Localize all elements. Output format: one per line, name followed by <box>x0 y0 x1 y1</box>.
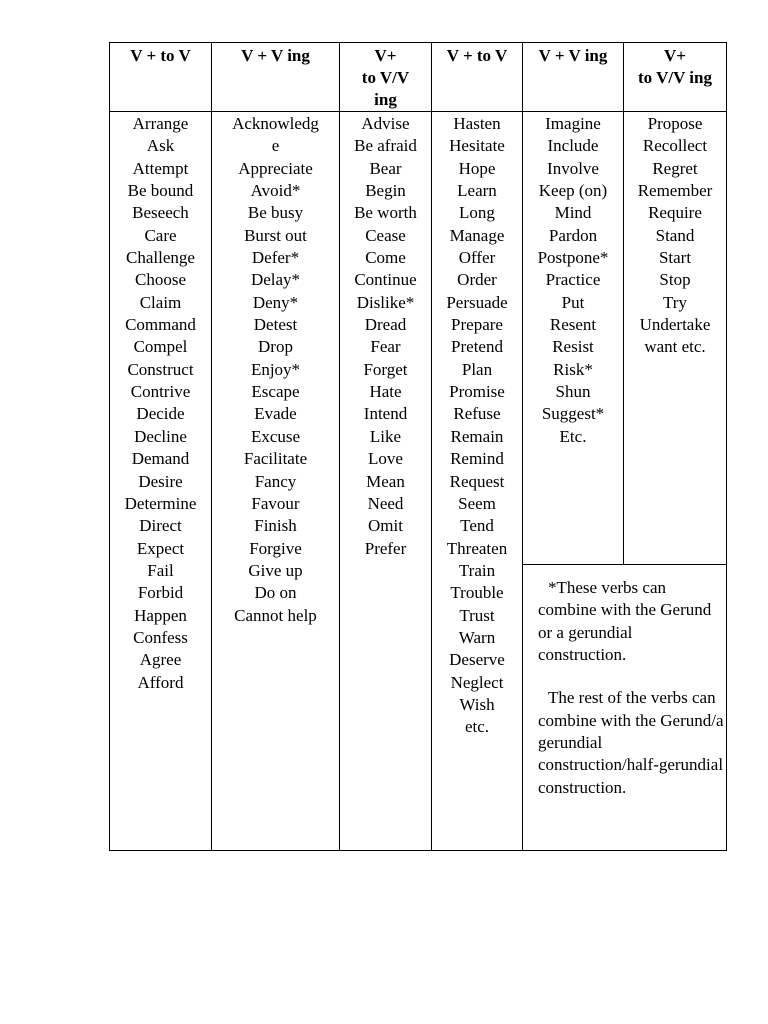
verb-item: Request <box>449 471 505 491</box>
verb-item: Confess <box>133 627 188 647</box>
verb-item: Remain <box>450 426 504 446</box>
verb-item: Dislike* <box>356 292 415 312</box>
verb-item: Determine <box>124 493 197 513</box>
verb-item: Come <box>365 248 406 268</box>
verb-item: Practice <box>545 270 601 290</box>
verb-item: Forgive <box>249 538 302 558</box>
verb-list-col1 <box>110 113 211 694</box>
verb-item: Etc. <box>559 426 587 446</box>
verb-item: Forbid <box>137 583 184 603</box>
verb-item: Drop <box>258 337 293 357</box>
verb-item: Hate <box>369 382 402 402</box>
verb-item: want etc. <box>644 337 706 357</box>
verb-item: Tend <box>460 516 494 536</box>
verb-item: Recollect <box>642 136 708 156</box>
verb-item: Mind <box>554 203 592 223</box>
verb-item: Hope <box>458 158 496 178</box>
verb-item: Acknowledg <box>232 114 319 133</box>
verb-item: Threaten <box>446 538 508 558</box>
verb-item: Manage <box>449 225 505 245</box>
verb-item: Trust <box>459 605 495 625</box>
verb-item: Resent <box>549 315 597 335</box>
verb-item: Keep (on) <box>538 181 608 201</box>
verb-item: Hasten <box>453 114 501 133</box>
verb-item: Imagine <box>545 114 601 133</box>
verb-item: Start <box>658 248 692 268</box>
verb-item: Neglect <box>450 672 504 692</box>
header-v-v-ing-2: V + V ing <box>538 46 608 65</box>
verb-item: Persuade <box>446 292 508 312</box>
verb-item: etc. <box>464 717 490 737</box>
verb-item: Happen <box>134 605 187 625</box>
verb-item: Warn <box>458 627 496 647</box>
verb-item: Love <box>368 449 403 469</box>
verb-item: Choose <box>135 270 186 290</box>
verb-item: Bear <box>369 158 402 178</box>
verb-item: Be worth <box>354 203 417 223</box>
header-v-to-v-2: V + to V <box>446 46 508 65</box>
verb-item: Give up <box>248 560 303 580</box>
table-border-top <box>109 42 727 43</box>
header-v-to-v: V + to V <box>130 46 191 65</box>
table-border-bottom <box>109 850 727 851</box>
verb-item: Hesitate <box>449 136 505 156</box>
verb-item: Enjoy* <box>250 359 301 379</box>
verb-item: e <box>271 136 280 156</box>
verb-item: Construct <box>127 359 194 379</box>
verb-item: Contrive <box>130 382 191 402</box>
verb-item: Afford <box>137 672 184 692</box>
verb-item: Regret <box>652 158 698 178</box>
verb-item: Include <box>547 136 599 156</box>
verb-item: Risk* <box>553 359 593 379</box>
verb-item: Postpone* <box>537 248 609 268</box>
verb-item: Require <box>648 203 702 223</box>
table-border-right <box>726 42 727 851</box>
verb-item: Dread <box>364 315 407 335</box>
verb-item: Arrange <box>132 114 189 133</box>
verb-item: Claim <box>139 292 182 312</box>
verb-item: Decline <box>134 426 187 446</box>
verb-item: Deserve <box>449 650 505 670</box>
verb-item: Avoid* <box>250 181 301 201</box>
verb-item: Be busy <box>247 203 304 223</box>
verb-list-col6 <box>624 113 726 359</box>
verb-item: Involve <box>547 158 599 178</box>
verb-item: Excuse <box>250 426 301 446</box>
verb-item: Prefer <box>364 538 407 558</box>
verb-item: Attempt <box>132 158 189 178</box>
verb-item: Finish <box>254 516 297 536</box>
verb-item: Appreciate <box>238 158 313 178</box>
verb-item: Begin <box>365 181 406 201</box>
header-v-to-v-or-v-ing-2: V+ to V/V ing <box>637 46 712 87</box>
verb-item: Suggest* <box>541 404 605 424</box>
verb-item: Wish <box>459 694 495 714</box>
verb-item: Undertake <box>639 315 711 335</box>
verb-item: Propose <box>647 114 703 133</box>
verb-item: Pardon <box>548 225 598 245</box>
verb-item: Escape <box>251 382 300 402</box>
verb-item: Detest <box>253 315 298 335</box>
verb-item: Burst out <box>244 225 307 245</box>
verb-item: Train <box>458 560 496 580</box>
verb-item: Fancy <box>254 471 297 491</box>
verb-item: Cannot help <box>234 605 317 625</box>
verb-item: Ask <box>146 136 175 156</box>
verb-list-col3 <box>340 113 431 560</box>
verb-item: Need <box>367 493 404 513</box>
verb-item: Desire <box>138 471 183 491</box>
verb-item: Like <box>369 426 402 446</box>
header-v-v-ing: V + V ing <box>241 46 310 65</box>
verb-item: Forget <box>363 359 408 379</box>
verb-item: Shun <box>555 382 591 402</box>
verb-item: Challenge <box>126 248 195 268</box>
verb-item: Try <box>663 292 687 312</box>
verb-item: Learn <box>457 181 497 201</box>
verb-item: Cease <box>365 225 406 245</box>
verb-item: Stop <box>659 270 691 290</box>
verb-list-col4 <box>432 113 522 739</box>
verb-item: Delay* <box>250 270 301 290</box>
verb-item: Facilitate <box>243 449 308 469</box>
verb-item: Refuse <box>453 404 501 424</box>
verb-item: Long <box>459 203 495 223</box>
verb-list-col5 <box>523 113 623 448</box>
verb-item: Compel <box>133 337 188 357</box>
verb-item: Pretend <box>451 337 503 357</box>
footnote <box>538 577 724 799</box>
verb-item: Fail <box>147 560 174 580</box>
verb-item: Remember <box>637 181 713 201</box>
verb-item: Agree <box>139 650 182 670</box>
verb-item: Beseech <box>132 203 189 223</box>
verb-item: Expect <box>136 538 185 558</box>
verb-item: Mean <box>366 471 405 491</box>
verb-item: Deny* <box>252 292 299 312</box>
verb-item: Evade <box>254 404 297 424</box>
verb-item: Advise <box>361 114 410 133</box>
verb-item: Plan <box>461 359 493 379</box>
verb-item: Do on <box>254 583 297 603</box>
header-v-to-v-or-v-ing: V+ to V/V ing <box>361 46 410 109</box>
verb-item: Seem <box>458 493 496 513</box>
verb-item: Fear <box>370 337 401 357</box>
verb-item: Command <box>125 315 196 335</box>
verb-item: Prepare <box>451 315 503 335</box>
verb-item: Defer* <box>251 248 300 268</box>
verb-item: Resist <box>552 337 594 357</box>
verb-item: Omit <box>368 516 403 536</box>
verb-item: Stand <box>655 225 695 245</box>
note-separator <box>522 564 727 565</box>
verb-item: Put <box>561 292 585 312</box>
verb-item: Offer <box>458 248 496 268</box>
verb-item: Intend <box>363 404 408 424</box>
verb-item: Demand <box>131 449 190 469</box>
verb-item: Favour <box>251 493 300 513</box>
header-separator <box>109 111 727 112</box>
verb-item: Direct <box>139 516 182 536</box>
verb-item: Be afraid <box>354 136 417 156</box>
verb-item: Remind <box>450 449 504 469</box>
verb-item: Continue <box>354 270 417 290</box>
verb-item: Promise <box>449 382 505 402</box>
footnote-rest-verbs: The rest of the verbs can combine with the Gerund/a gerundial construction/half-gerundial construction. <box>538 688 724 797</box>
verb-list-col2 <box>212 113 339 627</box>
verb-item: Order <box>457 270 497 290</box>
verb-item: Trouble <box>450 583 504 603</box>
footnote-starred-verbs: *These verbs can combine with the Gerund or a gerundial construction. <box>538 578 712 665</box>
verb-item: Be bound <box>127 181 194 201</box>
verb-item: Care <box>144 225 177 245</box>
verb-item: Decide <box>136 404 185 424</box>
